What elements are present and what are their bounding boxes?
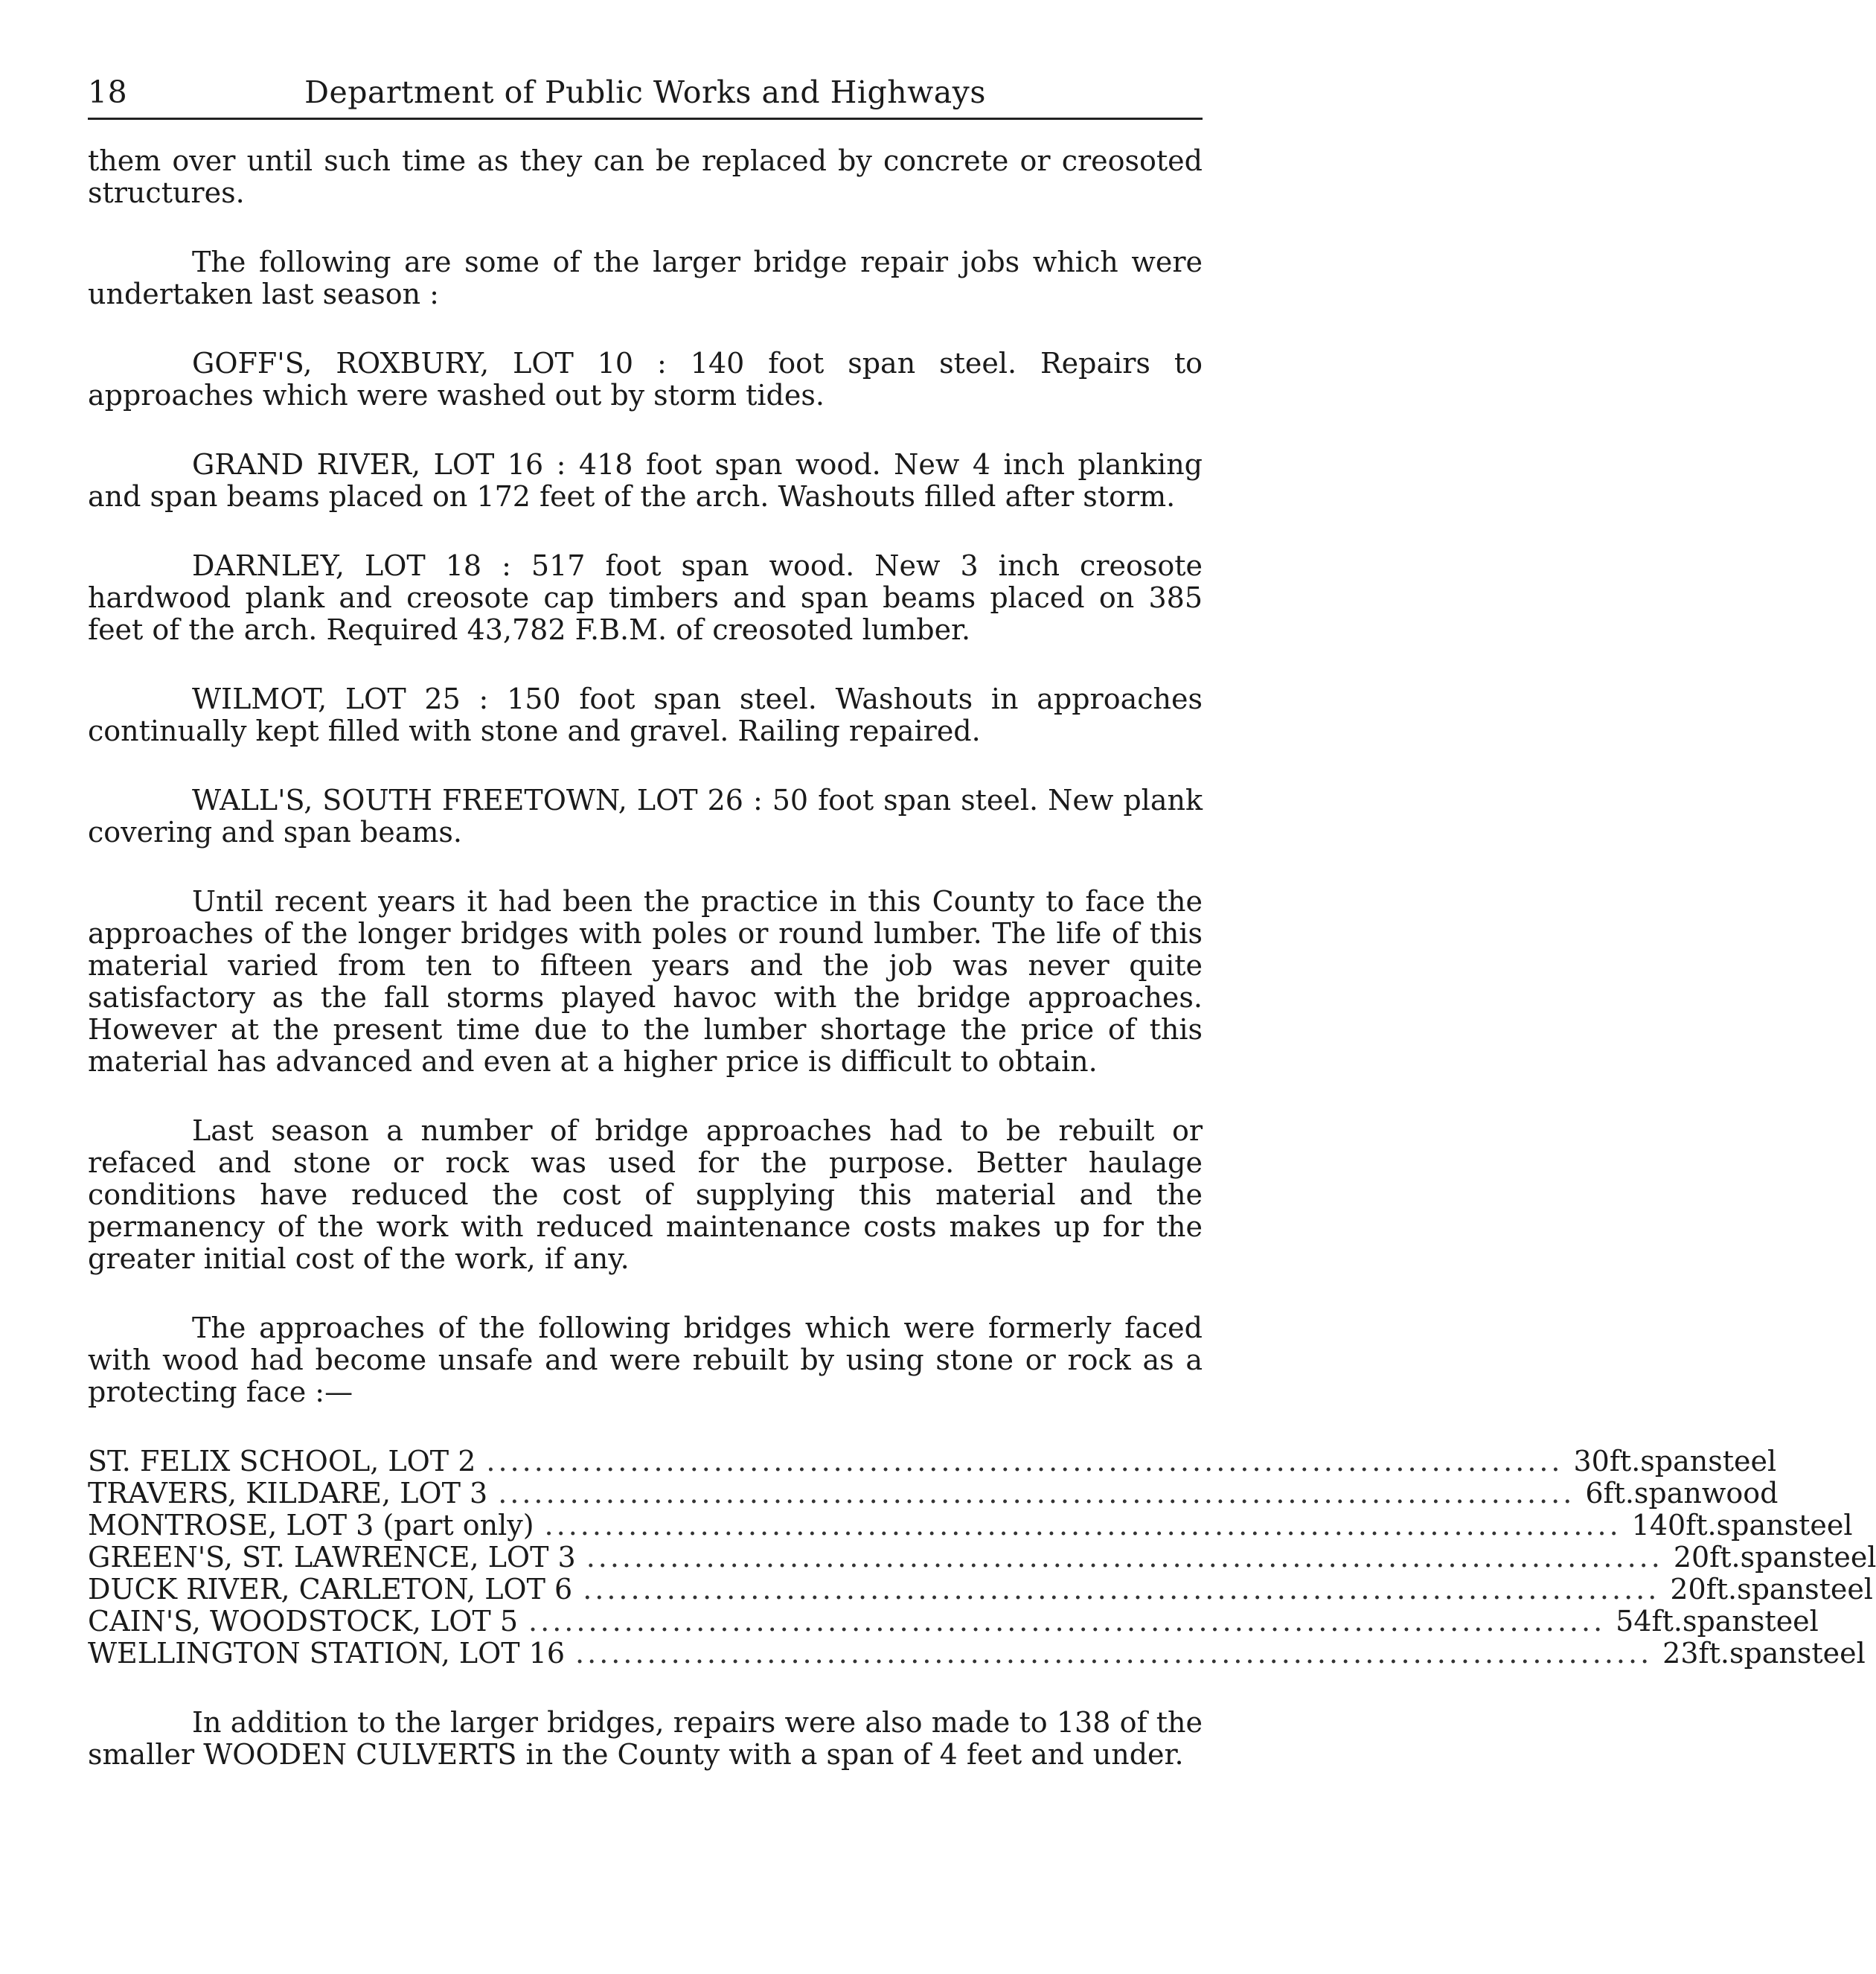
- bridge-length: 23: [1662, 1637, 1699, 1670]
- leader-dots: ..........................................................................................: [486, 1445, 1563, 1478]
- bridge-material: wood: [1701, 1477, 1779, 1510]
- bridge-span-word: span: [1716, 1509, 1784, 1542]
- bridge-list: [88, 1445, 1876, 1670]
- bridge-span-word: span: [1737, 1573, 1805, 1606]
- bridge-name: WELLINGTON STATION, LOT 16: [88, 1637, 566, 1670]
- paragraph-darnley: DARNLEY, LOT 18 : 517 foot span wood. New 3 inch creosote hardwood plank and creosote cap timbers and span beams placed on 385 feet of the arch. Required 43,782 F.B.M. of creosoted lumber.: [88, 549, 1203, 646]
- paragraph-approaches-history: Until recent years it had been the practice in this County to face the approaches of the longer bridges with poles or round lumber. The life of this material varied from ten to fifteen years and the job was never quite satisfactory as the fall storms played havoc with the bridge approaches. However at the present time due to the lumber shortage the price of this material has advanced and even at a higher price is difficult to obtain.: [88, 885, 1203, 1078]
- bridge-unit: ft.: [1651, 1605, 1683, 1638]
- leader-dots: ..........................................................................................: [544, 1509, 1622, 1542]
- bridge-unit: ft.: [1609, 1445, 1641, 1478]
- bridge-material: steel: [1708, 1445, 1777, 1478]
- page-header: [88, 74, 1203, 120]
- bridge-name: TRAVERS, KILDARE, LOT 3: [88, 1477, 488, 1510]
- bridge-length: 54: [1616, 1605, 1652, 1638]
- bridge-unit: ft.: [1698, 1637, 1729, 1670]
- bridge-material: steel: [1796, 1637, 1866, 1670]
- bridge-length: 20: [1670, 1573, 1706, 1606]
- leader-dots: ..........................................................................................: [575, 1637, 1653, 1670]
- bridge-length: 30: [1573, 1445, 1610, 1478]
- paragraph-rebuilt-approaches: Last season a number of bridge approaches had to be rebuilt or refaced and stone or rock was used for the purpose. Better haulage conditions have reduced the cost of supplying this material and the permanency of the work with reduced maintenance costs makes up for the greater initial cost of the work, if any.: [88, 1114, 1203, 1275]
- list-item: [88, 1573, 1873, 1606]
- bridge-name: MONTROSE, LOT 3 (part only): [88, 1509, 534, 1542]
- bridge-span-word: span: [1682, 1605, 1750, 1638]
- list-item: [88, 1541, 1876, 1574]
- bridge-material: steel: [1808, 1541, 1876, 1574]
- bridge-name: DUCK RIVER, CARLETON, LOT 6: [88, 1573, 573, 1606]
- page-number: 18: [88, 74, 128, 110]
- bridge-unit: ft.: [1685, 1509, 1717, 1542]
- bridge-name: ST. FELIX SCHOOL, LOT 2: [88, 1445, 476, 1478]
- list-item: [88, 1445, 1777, 1478]
- bridge-length: 140: [1631, 1509, 1686, 1542]
- paragraph-intro: The following are some of the larger bridge repair jobs which were undertaken last season :: [88, 246, 1203, 310]
- list-item: [88, 1477, 1779, 1510]
- paragraph-wilmot: WILMOT, LOT 25 : 150 foot span steel. Washouts in approaches continually kept filled with stone and gravel. Railing repaired.: [88, 683, 1203, 747]
- bridge-span-word: span: [1740, 1541, 1808, 1574]
- leader-dots: ..........................................................................................: [528, 1605, 1606, 1638]
- running-title: Department of Public Works and Highways: [304, 74, 986, 110]
- bridge-unit: ft.: [1603, 1477, 1634, 1510]
- paragraph-continuation: them over until such time as they can be replaced by concrete or creosoted structures.: [88, 144, 1203, 209]
- bridge-span-word: span: [1640, 1445, 1709, 1478]
- bridge-material: steel: [1784, 1509, 1853, 1542]
- leader-dots: ..........................................................................................: [586, 1541, 1663, 1574]
- list-item: [88, 1605, 1819, 1638]
- paragraph-culverts: In addition to the larger bridges, repairs were also made to 138 of the smaller WOODEN CULVERTS in the County with a span of 4 feet and under.: [88, 1706, 1203, 1771]
- leader-dots: ..........................................................................................: [583, 1573, 1660, 1606]
- leader-dots: ..........................................................................................: [498, 1477, 1575, 1510]
- paragraph-goffs: GOFF'S, ROXBURY, LOT 10 : 140 foot span steel. Repairs to approaches which were washed out by storm tides.: [88, 347, 1203, 412]
- list-item: [88, 1509, 1853, 1542]
- bridge-span-word: span: [1729, 1637, 1797, 1670]
- bridge-name: GREEN'S, ST. LAWRENCE, LOT 3: [88, 1541, 576, 1574]
- paragraph-grand-river: GRAND RIVER, LOT 16 : 418 foot span wood. New 4 inch planking and span beams placed on 172 feet of the arch. Washouts filled after storm.: [88, 448, 1203, 513]
- bridge-material: steel: [1805, 1573, 1873, 1606]
- list-item: [88, 1637, 1866, 1670]
- paragraph-list-intro: The approaches of the following bridges which were formerly faced with wood had become unsafe and were rebuilt by using stone or rock as a protecting face :—: [88, 1312, 1203, 1408]
- bridge-name: CAIN'S, WOODSTOCK, LOT 5: [88, 1605, 519, 1638]
- bridge-unit: ft.: [1709, 1541, 1741, 1574]
- page: [88, 74, 1876, 1771]
- bridge-length: 20: [1673, 1541, 1710, 1574]
- bridge-length: 6: [1585, 1477, 1604, 1510]
- bridge-material: steel: [1749, 1605, 1819, 1638]
- bridge-span-word: span: [1633, 1477, 1702, 1510]
- bridge-unit: ft.: [1706, 1573, 1738, 1606]
- paragraph-walls: WALL'S, SOUTH FREETOWN, LOT 26 : 50 foot span steel. New plank covering and span beams.: [88, 784, 1203, 849]
